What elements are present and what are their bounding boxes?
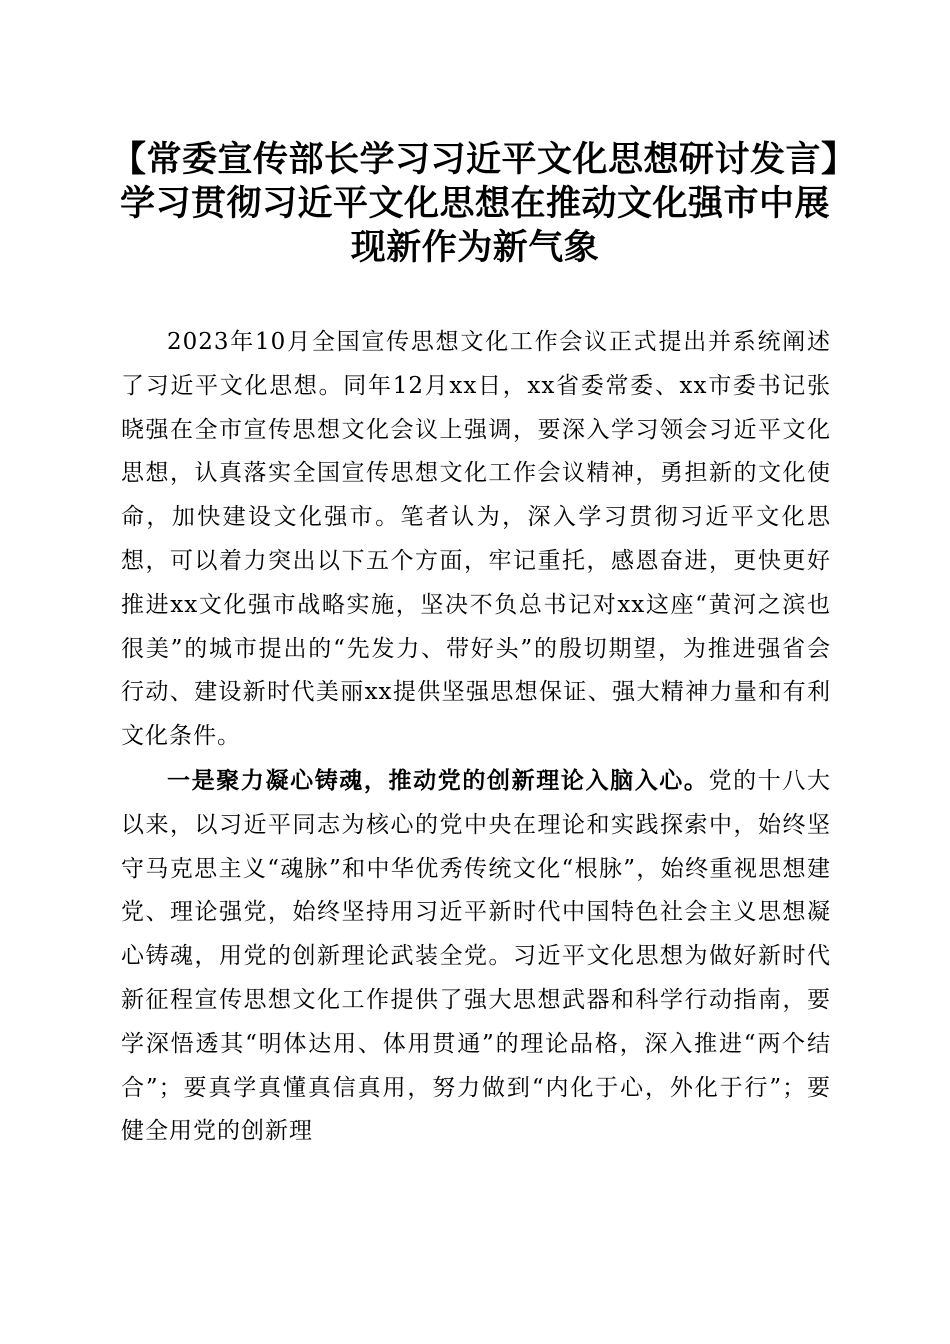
document-body (121, 320, 831, 1154)
paragraph-lead: 一是聚力凝心铸魂，推动党的创新理论入脑入心。 (167, 766, 709, 794)
paragraph-text: 2023年10月全国宣传思想文化工作会议正式提出并系统阐述了习近平文化思想。同年12月xx日，xx省委常委、xx市委书记张晓强在全市宣传思想文化会议上强调，要深入学习领会习近平文化思想，认真落实全国宣传思想文化工作会议精神，勇担新的文化使命，加快建设文化强市。笔者认为，深入学习贯彻习近平文化思想，可以着力突出以下五个方面，牢记重托，感恩奋进，更快更好推进xx文化强市战略实施，坚决不负总书记对xx这座“黄河之滨也很美”的城市提出的“先发力、带好头”的殷切期望，为推进强省会行动、建设新时代美丽xx提供坚强思想保证、强大精神力量和有利文化条件。 (121, 329, 831, 750)
paragraph-text: 党的十八大以来，以习近平同志为核心的党中央在理论和实践探索中，始终坚守马克思主义“魂脉”和中华优秀传统文化“根脉”，始终重视思想建党、理论强党，始终坚持用习近平新时代中国特色社会主义思想凝心铸魂，用党的创新理论武装全党。习近平文化思想为做好新时代新征程宣传思想文化工作提供了强大思想武器和科学行动指南，要学深悟透其“明体达用、体用贯通”的理论品格，深入推进“两个结合”；要真学真懂真信真用，努力做到“内化于心，外化于行”；要健全用党的创新理 (121, 767, 832, 1145)
paragraph-point-one (121, 759, 831, 1154)
paragraph-intro (121, 320, 831, 759)
document-title: 【常委宣传部长学习习近平文化思想研讨发言】学习贯彻习近平文化思想在推动文化强市中展现新作为新气象 (110, 139, 839, 268)
